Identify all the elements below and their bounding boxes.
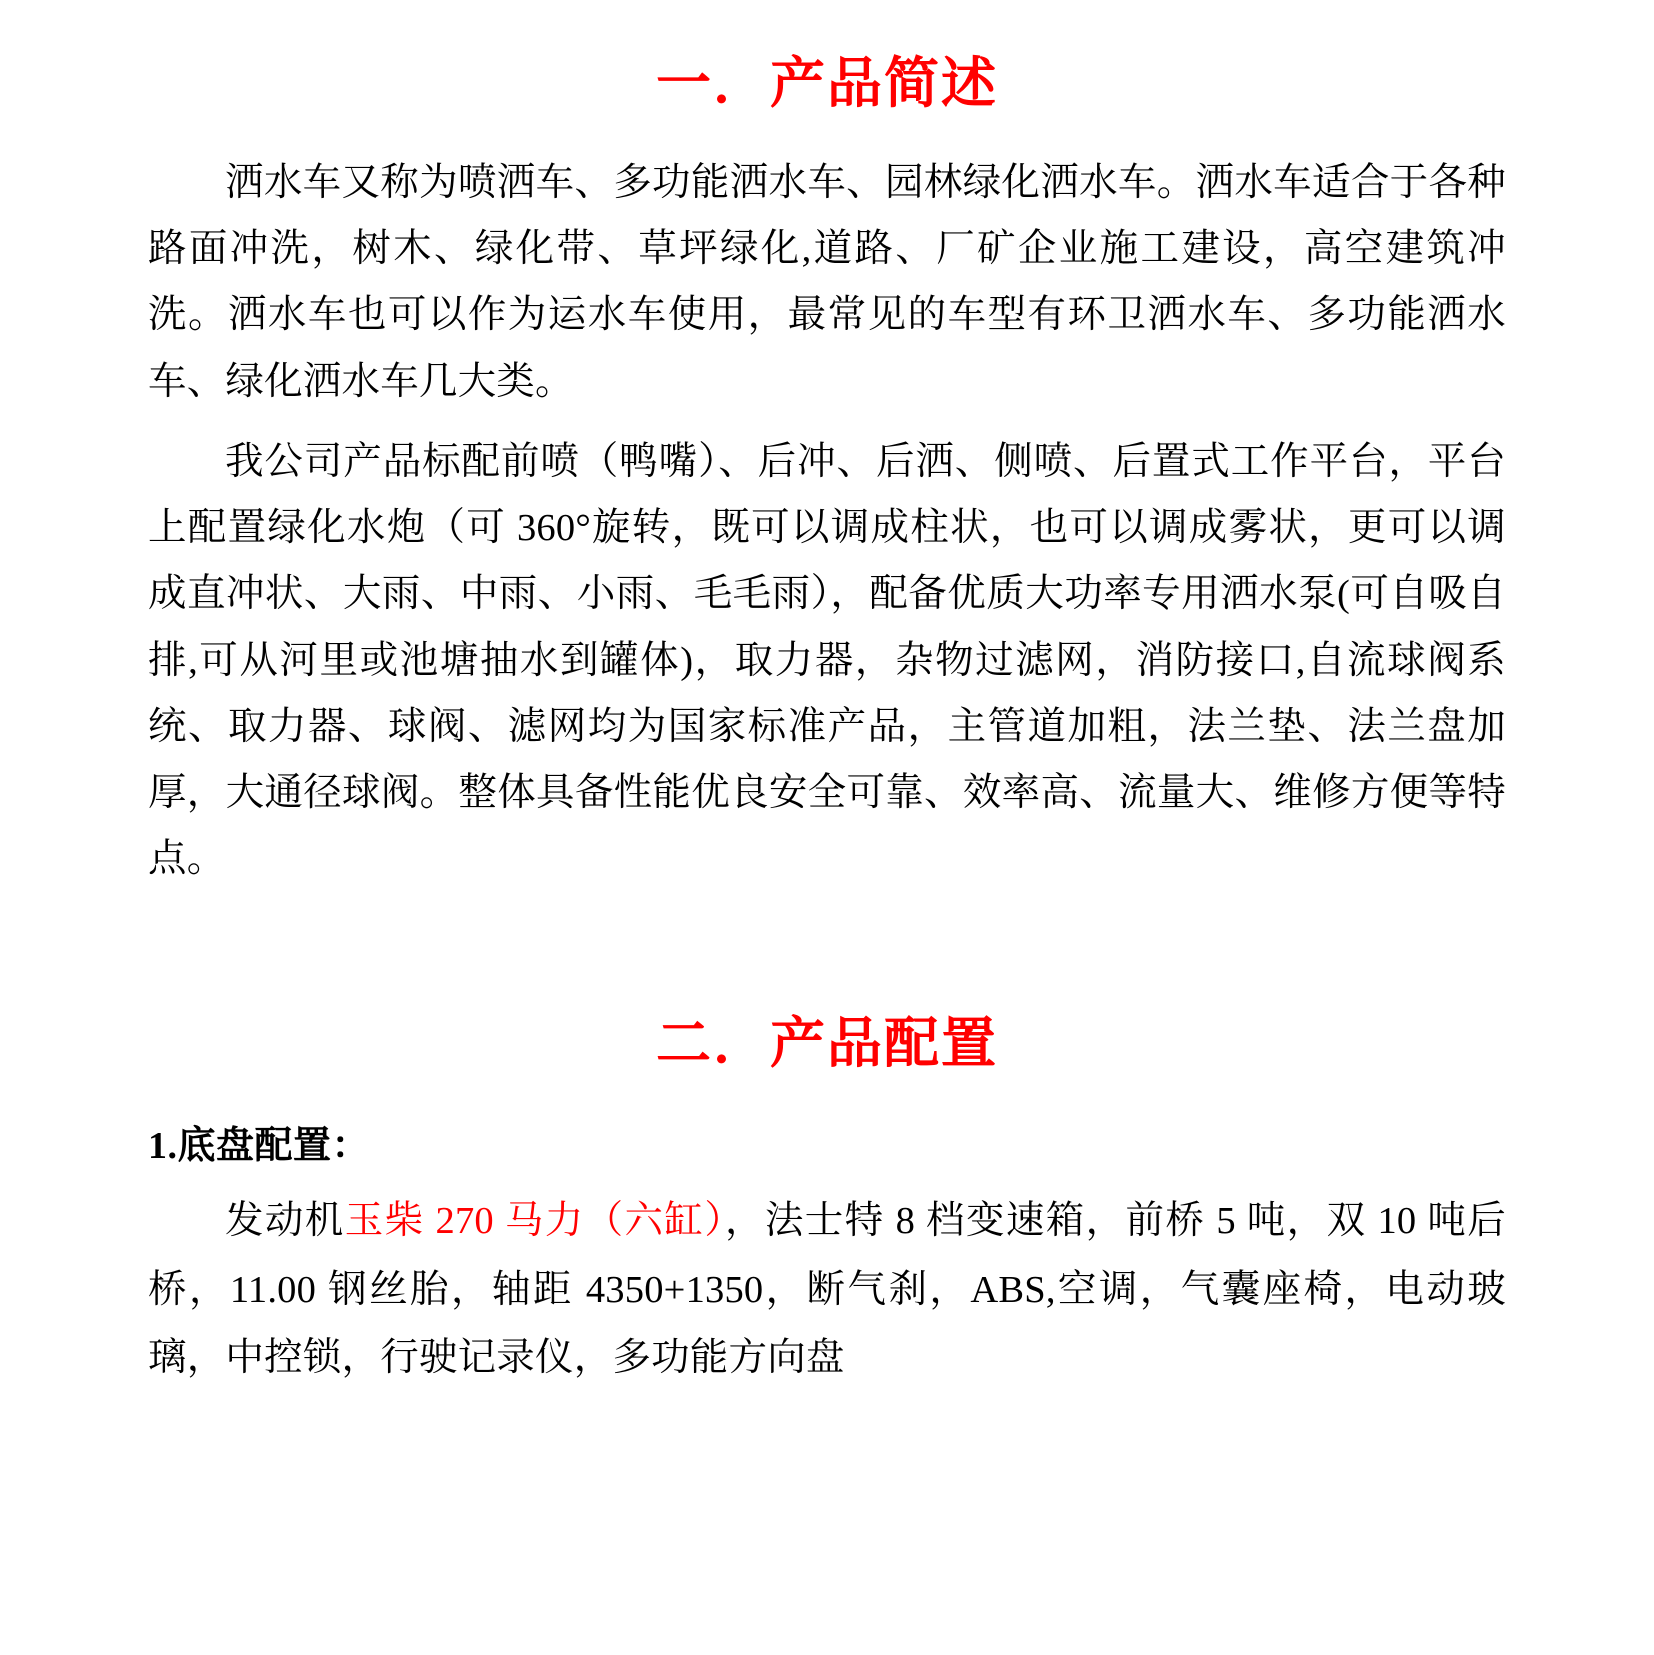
chassis-prefix-text: 发动机 [225, 1200, 345, 1243]
chassis-engine-highlight: 玉柴 270 马力（六缸） [344, 1200, 725, 1243]
paragraph-product-overview-1: 洒水车又称为喷洒车、多功能洒水车、园林绿化洒水车。洒水车适合于各种路面冲洗，树木、绿化带、草坪绿化,道路、厂矿企业施工建设，高空建筑冲洗。洒水车也可以作为运水车使用，最常见的车型有环卫洒水车、多功能洒水车、绿化洒水车几大类。 [148, 162, 1506, 403]
chassis-rest-text: ，法士特 8 档变速箱，前桥 5 吨，双 10 吨后桥，11.00 钢丝胎，轴距 4350+1350，断气刹，ABS,空调，气囊座椅，电动玻璃，中控锁，行驶记录仪，多功能方向盘 [148, 1200, 1506, 1380]
paragraph-chassis-configuration [148, 1187, 1506, 1393]
section-heading-product-configuration: 二．产品配置 [655, 1012, 998, 1075]
sub-heading-chassis-configuration: 1.底盘配置： [148, 1125, 371, 1168]
paragraph-product-overview-2: 我公司产品标配前喷（鸭嘴）、后冲、后洒、侧喷、后置式工作平台，平台上配置绿化水炮（可 360°旋转，既可以调成柱状，也可以调成雾状，更可以调成直冲状、大雨、中雨、小雨、毛毛雨），配备优质大功率专用洒水泵(可自吸自排,可从河里或池塘抽水到罐体)，取力器，杂物过滤网，消防接口,自流球阀系统、取力器、球阀、滤网均为国家标准产品，主管道加粗，法兰垫、法兰盘加厚，大通径球阀。整体具备性能优良安全可靠、效率高、流量大、维修方便等特点。 [148, 440, 1506, 881]
section-spacer [148, 892, 1506, 1010]
section-heading-product-overview: 一．产品简述 [655, 52, 998, 114]
